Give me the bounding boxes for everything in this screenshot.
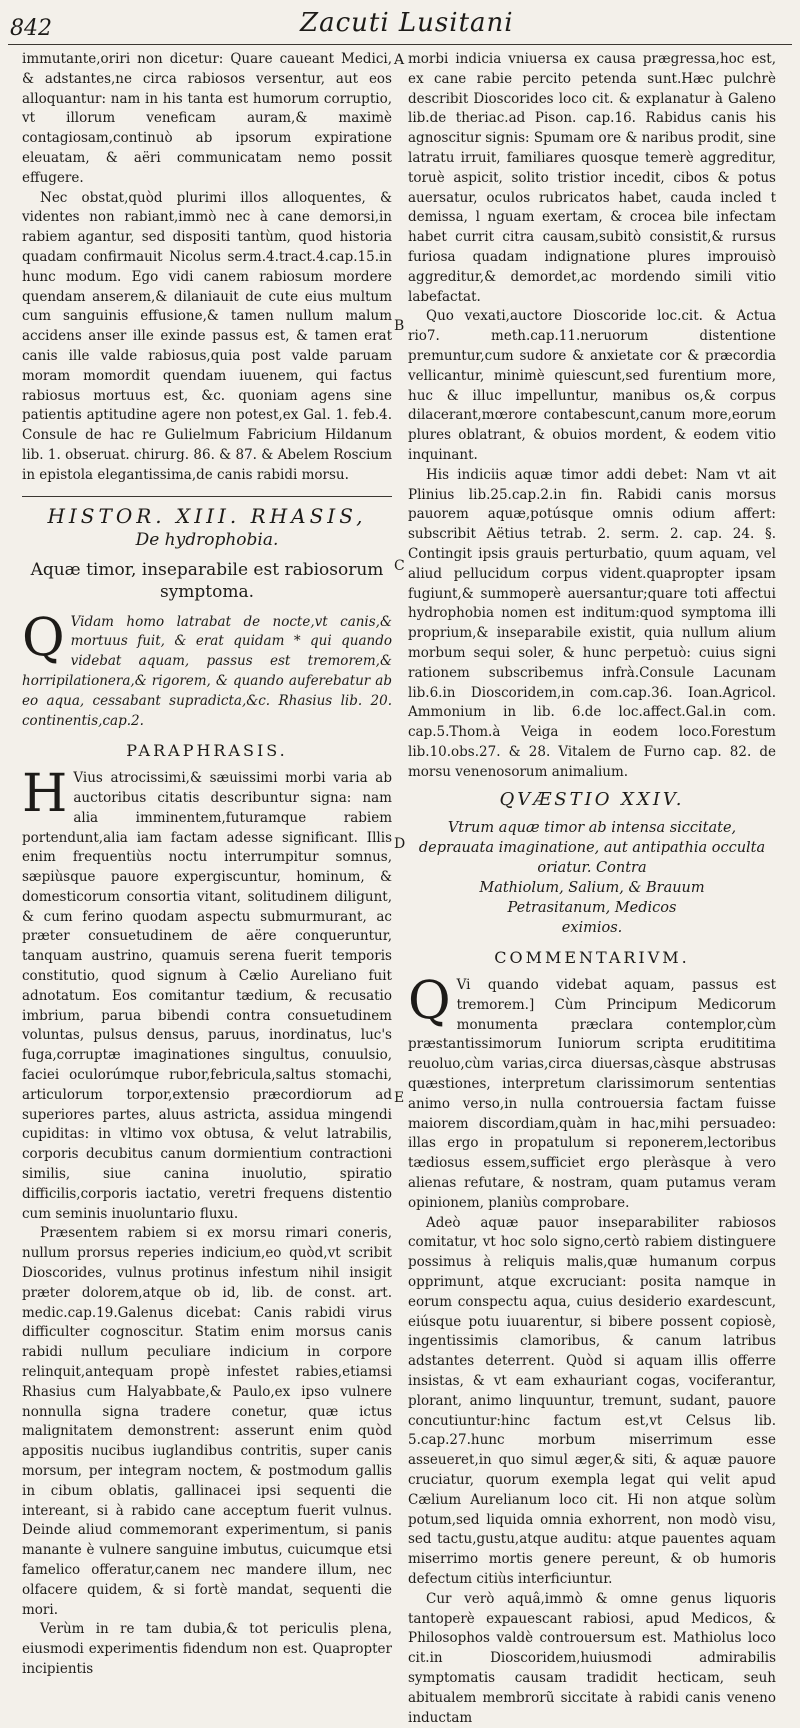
history-title: HISTOR. XIII. RHASIS, bbox=[47, 503, 367, 528]
margin-letter-d: D bbox=[394, 836, 406, 852]
commentarium-heading: COMMENTARIVM. bbox=[494, 948, 690, 968]
commentarium-text: Vi quando videbat aquam, passus est tremorem.] Cùm Principum Medicorum monumenta præclara contemplor,cùm præstantissimorum Iuniorum scripta erudititima reuoluo,cùm varias,circa diuersas,càsque abstrusas quæstiones, interpretum clarissimorum sententias animo verso,in nulla controuersia factam fuisse maiorem discordiam,quàm in hac,mihi persuadeo: illas ergo in propatulum si reponerem,lectoribus tædiosus essem,sufficiet ergo pleràsque à vero alienas refutare, & nostram, quam putamus veram opinionem, planiùs comprobare. bbox=[408, 977, 776, 1211]
section-heading: Aquæ timor, inseparabile est rabiosorum symptoma. bbox=[30, 559, 384, 602]
paraphrasis-paragraph bbox=[22, 764, 392, 1224]
right-paragraph-5: Cur verò aquâ,immò & omne genus liquoris tantoperè expauescant rabiosi, apud Medicos, & Philosophos valdè controuersum est. Mathiolus loco cit.in Dioscoridem,huiusmodi admirabilis symptomatis causam tradidit hecticam, seuh abitualem membrorũ siccitate à rabidi canis veneno inductam bbox=[408, 1590, 776, 1726]
quaestio-title-line-4: eximios. bbox=[561, 920, 623, 937]
left-paragraph-2: Nec obstat,quòd plurimi illos alloquentes, & videntes non rabiant,immò nec à cane demorsi,in rabiem agantur, sed dispositi tantùm, quod historia quadam confirmauit Nicolus serm.4.tract.4.cap.15.in hunc modum. Ego vidi canem rabiosum mordere quendam anserem,& dilaniauit de cute eius multum cum sanguinis effusione,& tamen nullum malum accidens anser ille exinde passus est, & tamen erat canis ille valde rabiosus,quia post valde paruam moram momordit quendam iuuenem, qui factus rabiosus mortuus est, &c. quoniam agens sine patientis aptitudine agere non potest,ex Gal. 1. feb.4. Consule de hac re Gulielmum Fabricium Hildanum lib. 1. obseruat. chirurg. 86. & 87. & Abelem Roscium in epistola elegantissima,de canis rabidi morsu. bbox=[22, 189, 392, 483]
right-paragraph-3: His indiciis aquæ timor addi debet: Nam vt ait Plinius lib.25.cap.2.in fin. Rabidi canis morsus pauorem aquæ,potúsque omnis odium affert: subscribit Aëtius tetrab. 2. serm. 2. cap. 24. §. Contingit ipsis grauis perturbatio, quum aquam, vel aliud pellucidum corpus vident.quapropter ipsam fugiunt,& summoperè auersantur;quare toti affectui hydrophobia nomen est inditum:quod symptoma illi proprium,& inseparabile existit, quia nullum alium morbum sequi soler, & hunc perpetuò: cuius signi rationem subscribemus infrà.Consule Lacunam lib.6.in Dioscoridem,in com.cap.36. Ioan.Agricol. Ammonium in lib. 6.de loc.affect.Gal.in com. cap.5.Thom.à Veiga in eodem loco.Forestum lib.10.obs.27. & 28. Vitalem de Furno cap. 82. de morsu venenosorum animalium. bbox=[408, 466, 776, 780]
margin-letter-b: B bbox=[394, 318, 405, 334]
rhasis-quotation-text: Vidam homo latrabat de nocte,vt canis,& mortuus fuit, & erat quidam * qui quando videbat aquam, passus est tremorem,& horripilationera,& rigorem, & quando auferebatur ab eo aqua, cessabant supradicta,&c. Rhasius lib. 20. continentis,cap.2. bbox=[22, 613, 392, 729]
commentarium-paragraph bbox=[408, 971, 776, 1214]
header-rule bbox=[8, 44, 792, 45]
right-column bbox=[408, 50, 776, 1726]
left-paragraph-1: immutante,oriri non dicetur: Quare caueant Medici, & adstantes,ne circa rabiosos versentur, aut eos alloquantur: nam in his tanta est humorum corruptio, vt illorum veneficam auram,& maximè contagiosam,continuò ab ipsorum expiratione eleuatam, & aëri communicatam nemo possit effugere. bbox=[22, 51, 392, 186]
paraphrasis-text: Vius atrocissimi,& sæuissimi morbi varia ab auctoribus citatis describuntur signa: nam alia imminentem,futuramque rabiem portendunt,alia iam factam adesse significant. Illis enim frequentiùs noctu interrumpitur somnus, sæpiùsque pauore expergiscuntur, hominum, & domesticorum consortia vitant, solitudinem diligunt, & cum ferino quodam aspectu submurmurant, ac præter consuetudinem de aëre conqueruntur, tanquam austrino, quamuis serena fuerit temporis constitutio, quod signum à Cælio Aureliano fuit adnotatum. Eos comitantur tædium, & recusatio imbrium, parua bibendi contra consuetudinem voluntas, pulsus densus, paruus, inordinatus, luc's fuga,corruptæ imaginationes singultus, conuulsio, faciei oculorúmque rubor,febricula,saltus stomachi, articulorum torpor,extensio præcordiorum ad superiores partes, aluus astricta, assidua mingendi cupiditas: in vltimo vox obtusa, & velut latrabilis, corporis decubitus canum dormientium contractioni similis, siue canina inuolutio, spiratio difficilis,corporis iactatio, veretri frequens distentio cum seminis inuoluntario fluxu. bbox=[22, 770, 392, 1222]
margin-letter-c: C bbox=[394, 558, 405, 574]
margin-letter-a: A bbox=[394, 52, 405, 68]
history-subtitle: De hydrophobia. bbox=[135, 529, 279, 550]
page-number: 842 bbox=[10, 16, 52, 41]
right-paragraph-1: morbi indicia vniuersa ex causa prægressa,hoc est, ex cane rabie percito petenda sunt.Hæc pulchrè describit Dioscorides loco cit. & explanatur à Galeno lib.de theriac.ad Pison. cap.16. Rabidus canis his agnoscitur signis: Spumam ore & naribus prodit, sine latratu irruit, familiares quosque temerè aggreditur, toruè aspicit, solito tristior incedit, cibos & potus auersatur, oculos rubricatos habet, cauda incled t demissa, l nguam exertam, & crocea bile infectam habet currit citra causam,subitò consistit,& rursus furiosa quadam indignatione plures improuisò aggreditur,& demordet,ac mordendo simili vitio labefactat. bbox=[408, 51, 776, 305]
dropcap-q: Q bbox=[22, 607, 65, 668]
running-head: Zacuti Lusitani bbox=[300, 8, 514, 38]
right-paragraph-2: Quo vexati,auctore Dioscoride loc.cit. & Actua rio7. meth.cap.11.neruorum distentione premuntur,cum sudore & anxietate cor & præcordia vellicantur, minimè quiescunt,sed furentium more, huc & illuc impelluntur, manibus os,& corpus dilacerant,mœrore contabescunt,canum more,eorum plures oblatrant, & obuios mordent, & eodem vitio inquinant. bbox=[408, 308, 776, 463]
left-paragraph-4: Verùm in re tam dubia,& tot periculis plena, eiusmodi experimentis fidendum non est. Quapropter incipientis bbox=[22, 1621, 392, 1677]
history-divider bbox=[22, 496, 392, 497]
paraphrasis-heading: PARAPHRASIS. bbox=[126, 741, 288, 761]
dropcap-h: H bbox=[22, 764, 68, 825]
quaestio-title-line-2: Mathiolum, Salium, & Brauum bbox=[479, 880, 705, 897]
quaestio-title-line-3: Petrasitanum, Medicos bbox=[507, 900, 677, 917]
dropcap-q-commentary: Q bbox=[408, 971, 451, 1032]
left-column bbox=[22, 50, 392, 1677]
page-header bbox=[0, 6, 800, 41]
margin-letter-e: E bbox=[394, 1090, 405, 1106]
right-paragraph-4: Adeò aquæ pauor inseparabiliter rabiosos comitatur, vt hoc solo signo,certò rabiem distinguere possimus à reliquis malis,quæ humanum corpus opprimunt, atque excruciant: posita namque in eorum conspectu aqua, cuius desiderio exardescunt, eiúsque potu iuuarentur, si bibere possent copiosè, ingentissimis clamoribus, & canum latribus adstantes deterrent. Quòd si aquam illis offerre insistas, & vt eam exhauriant cogas, vociferantur, plorant, animo linquuntur, tremunt, sudant, pauore concutiuntur:hinc factum est,vt Celsus lib. 5.cap.27.hunc morbum miserrimum esse asseueret,in quo simul æger,& siti, & aquæ pauore cruciatur, quorum exempla legat qui velit apud Cælium Aurelianum loco cit. Hi non atque solùm potum,sed liquida omnia exhorrent, non modò visu, sed tactu,gustu,atque auditu: atque pauentes aquam miserrimo mortis genere pereunt, & ob humoris defectum citiùs interficiuntur. bbox=[408, 1214, 776, 1587]
rhasis-quotation bbox=[22, 607, 392, 732]
quaestio-heading: QVÆSTIO XXIV. bbox=[499, 789, 685, 811]
quaestio-title-line-1: Vtrum aquæ timor ab intensa siccitate, deprauata imaginatione, aut antipathia occulta oriatur. Contra bbox=[418, 820, 766, 877]
left-paragraph-3: Præsentem rabiem si ex morsu rimari coneris, nullum prorsus reperies indicium,eo quòd,vt scribit Dioscorides, vulnus protinus infestum nihil insigit præter dolorem,atque ob id, lib. de const. art. medic.cap.19.Galenus dicebat: Canis rabidi virus difficulter cognoscitur. Statim enim morsus canis rabidi nullum peculiare indicium in corpore relinquit,antequam propè infestet rabies,etiamsi Rhasius cum Halyabbate,& Paulo,ex ipso vulnere nonnulla signa tradere conetur, quæ ictus malignitatem demonstrent: asserunt enim quòd appositis nucibus iuglandibus contritis, super canis morsum, per integram noctem, & postmodum gallis in cibum oblatis, gallinacei ipsi sequenti die intereant, si à rabido cane acceptum fuerit vulnus. Deinde aliud commemorant experimentum, si panis manante è vulnere sanguine imbutus, cuicumque etsi famelico offeratur,canem nec mandere illum, nec olfacere quidem, & si fortè mandat, sequenti die mori. bbox=[22, 1225, 392, 1618]
